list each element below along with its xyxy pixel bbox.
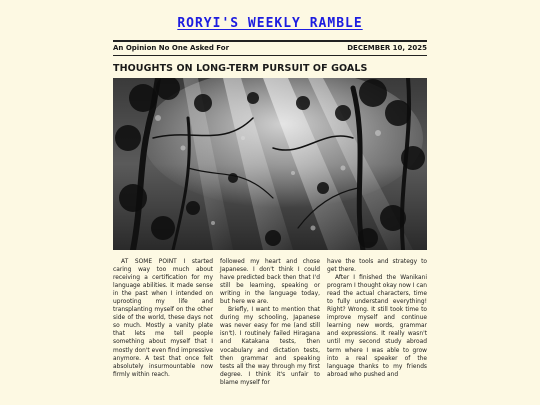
article-column-2	[220, 258, 320, 405]
dateline-top-rule	[113, 40, 427, 42]
dateline	[113, 44, 427, 52]
article-body	[113, 258, 427, 405]
dateline-bottom-rule	[113, 55, 427, 56]
article-paragraph: After I finished the Wanikani program I thought okay now I can read the actual characters, time to fully understand everything! Right? Wrong. It still took time to improve myself and continue learning new words, grammar and expressions. It really wasn't until my second study abroad term where I was able to grow into a real speaker of the language thanks to my friends abroad who pushed and	[327, 275, 427, 378]
article-column-1	[113, 258, 213, 405]
dateline-tagline: An Opinion No One Asked For	[113, 44, 230, 52]
article-paragraph: Briefly, I want to mention that during my schooling, Japanese was never easy for me (and still isn't). I routinely failed Hiragana and Katakana tests, then vocabulary and dictation tests, then grammar and speaking tests all the way through my first degree. I think it's unfair to blame myself for	[220, 307, 320, 386]
site-title-link[interactable]: RORYI'S WEEKLY RAMBLE	[177, 16, 363, 31]
hero-image-forest-sunbeams	[113, 78, 427, 250]
masthead	[0, 12, 540, 31]
article-column-3	[327, 258, 427, 405]
article-headline: THOUGHTS ON LONG-TERM PURSUIT OF GOALS	[113, 63, 368, 74]
dateline-date: DECEMBER 10, 2025	[347, 44, 427, 52]
article-paragraph: followed my heart and chose Japanese. I don't think I could have predicted back then that I'd still be learning, speaking or writing in the language today, but here we are.	[220, 259, 320, 306]
article-paragraph: have the tools and strategy to get there.	[327, 259, 427, 274]
article-paragraph: AT SOME POINT I started caring way too much about receiving a certification for my language abilities. It made sense in the past when I intended on uprooting my life and transplanting myself on the other side of the world, these days not so much. Mostly a vanity plate that lets me tell people something about myself that I mostly don't even find impressive anymore. A test that once felt absolutely insurmountable now firmly within reach.	[113, 259, 213, 378]
